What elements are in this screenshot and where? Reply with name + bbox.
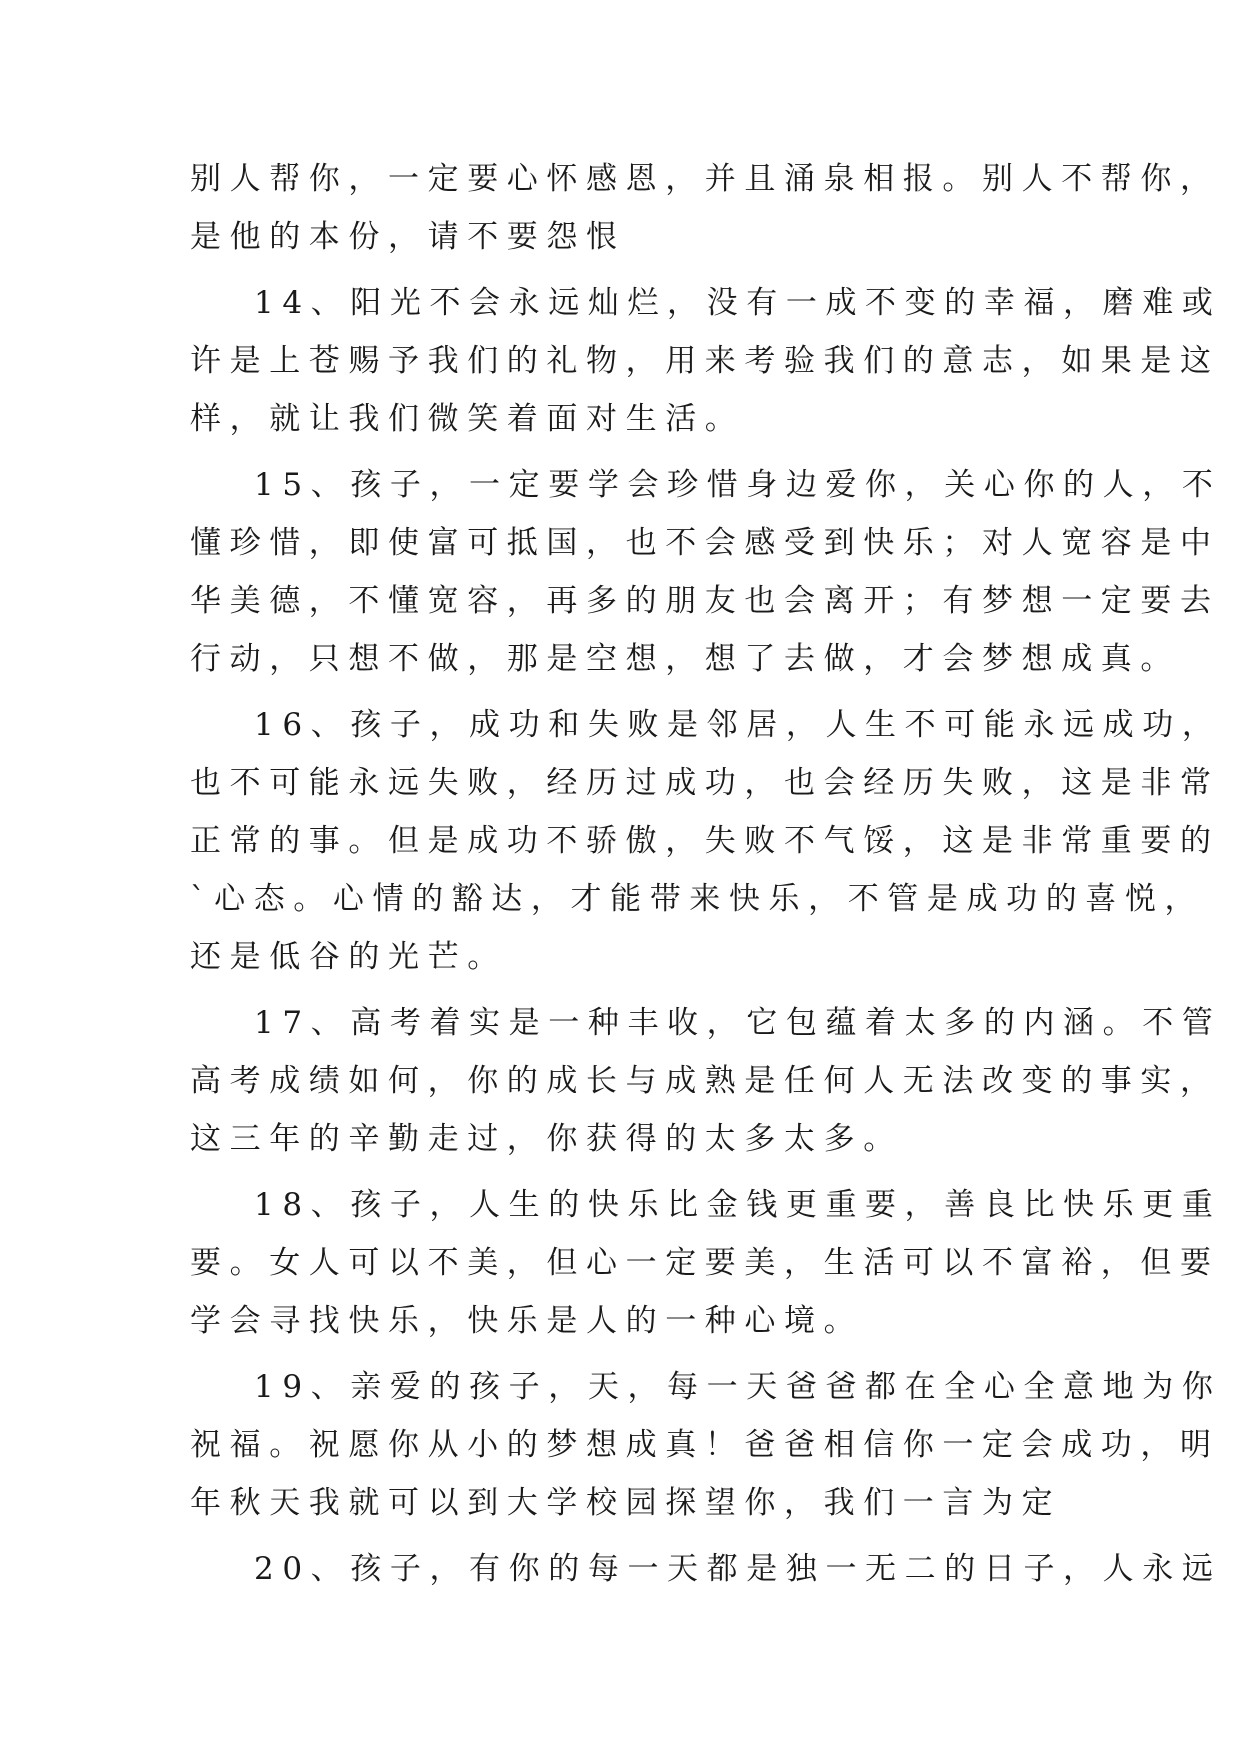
text-line: 高考成绩如何，你的成长与成熟是任何人无法改变的事实， — [190, 1063, 1220, 1099]
text-line: 14、阳光不会永远灿烂，没有一成不变的幸福，磨难或 — [254, 285, 1222, 321]
text-line: 19、亲爱的孩子，天，每一天爸爸都在全心全意地为你 — [254, 1369, 1222, 1405]
text-line: 祝福。祝愿你从小的梦想成真！爸爸相信你一定会成功，明 — [190, 1427, 1220, 1463]
text-line: 也不可能永远失败，经历过成功，也会经历失败，这是非常 — [190, 765, 1220, 801]
text-line: 懂珍惜，即使富可抵国，也不会感受到快乐；对人宽容是中 — [190, 525, 1220, 561]
text-line: 还是低谷的光芒。 — [190, 939, 507, 975]
text-line: 别人帮你，一定要心怀感恩，并且涌泉相报。别人不帮你， — [190, 161, 1220, 197]
text-line: `心态。心情的豁达，才能带来快乐，不管是成功的喜悦， — [190, 881, 1205, 917]
document-body — [190, 150, 1222, 1598]
text-line: 样，就让我们微笑着面对生活。 — [190, 401, 745, 437]
text-line: 正常的事。但是成功不骄傲，失败不气馁，这是非常重要的 — [190, 823, 1220, 859]
text-line: 15、孩子，一定要学会珍惜身边爱你，关心你的人，不 — [254, 467, 1222, 503]
text-line: 17、高考着实是一种丰收，它包蕴着太多的内涵。不管 — [254, 1005, 1222, 1041]
text-line: 是他的本份，请不要怨恨 — [190, 219, 626, 255]
text-line: 学会寻找快乐，快乐是人的一种心境。 — [190, 1303, 864, 1339]
text-line: 这三年的辛勤走过，你获得的太多太多。 — [190, 1121, 903, 1157]
paragraph-15 — [190, 456, 1222, 688]
text-line: 华美德，不懂宽容，再多的朋友也会离开；有梦想一定要去 — [190, 583, 1220, 619]
text-line: 要。女人可以不美，但心一定要美，生活可以不富裕，但要 — [190, 1245, 1220, 1281]
text-line: 行动，只想不做，那是空想，想了去做，才会梦想成真。 — [190, 641, 1180, 677]
paragraph-17 — [190, 994, 1222, 1168]
text-line: 许是上苍赐予我们的礼物，用来考验我们的意志，如果是这 — [190, 343, 1220, 379]
paragraph-18 — [190, 1176, 1222, 1350]
text-line: 18、孩子，人生的快乐比金钱更重要，善良比快乐更重 — [254, 1187, 1222, 1223]
paragraph-16 — [190, 696, 1222, 986]
text-line: 16、孩子，成功和失败是邻居，人生不可能永远成功， — [254, 707, 1222, 743]
paragraph-13-continued — [190, 150, 1220, 266]
text-line: 年秋天我就可以到大学校园探望你，我们一言为定 — [190, 1485, 1062, 1521]
text-line: 20、孩子，有你的每一天都是独一无二的日子，人永远 — [254, 1551, 1222, 1587]
paragraph-14 — [190, 274, 1222, 448]
paragraph-19 — [190, 1358, 1222, 1532]
paragraph-20 — [190, 1540, 1222, 1598]
